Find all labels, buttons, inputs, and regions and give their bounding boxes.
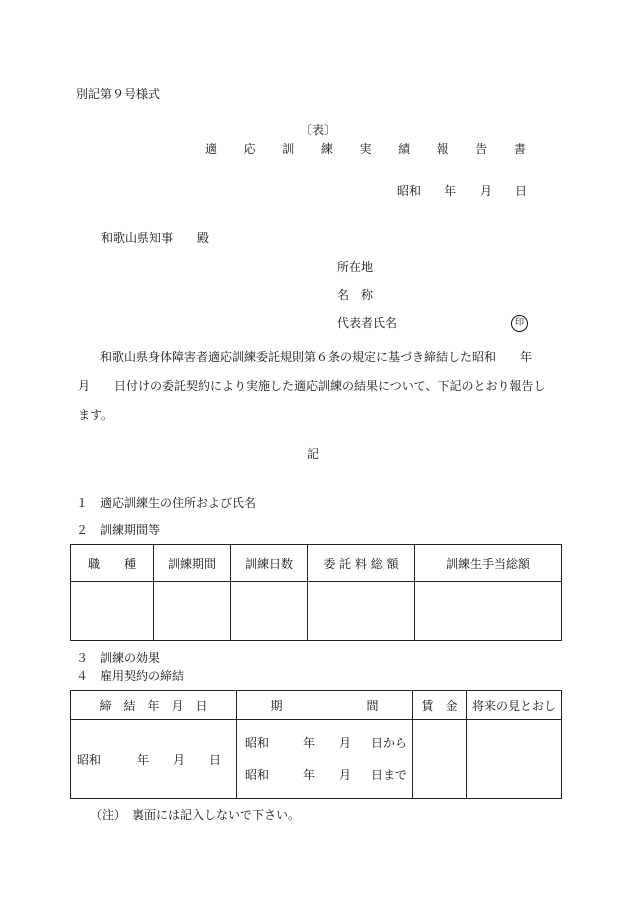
ki-heading: 記: [307, 447, 320, 461]
header-job-type: 職 種: [71, 545, 154, 582]
conclusion-year: 年: [137, 752, 150, 767]
period-from: 昭和 年 月 日から: [245, 736, 408, 750]
form-number: 別記第９号様式: [76, 87, 161, 101]
side-label: 〔表〕: [300, 123, 337, 137]
note: （注） 裏面には記入しないで下さい。: [90, 808, 301, 822]
document-title: 適 応 訓 練 実 績 報 告 書: [205, 142, 538, 156]
header-training-days: 訓練日数: [231, 545, 308, 582]
sender-representative: 代表者氏名: [337, 316, 398, 330]
body-paragraph: 和歌山県身体障害者適応訓練委託規則第６条の規定に基づき締結した昭和 年 月 日付けの委託契約により実施した適応訓練の結果について、下記のとおり報告します。: [78, 350, 546, 422]
item-1: １ 適応訓練生の住所および氏名: [76, 496, 257, 510]
header-training-period: 訓練期間: [154, 545, 231, 582]
employment-contract-table: [70, 690, 562, 799]
date-month: 月: [480, 184, 493, 198]
header-period: 期 間: [237, 691, 413, 720]
cell-period[interactable]: [237, 720, 413, 799]
conclusion-day: 日: [209, 752, 222, 767]
cell-commission-total[interactable]: [308, 582, 415, 641]
item-2: ２ 訓練期間等: [76, 523, 161, 537]
cell-training-period[interactable]: [154, 582, 231, 641]
date-day: 日: [515, 184, 528, 198]
header-conclusion-date: 締 結 年 月 日: [71, 691, 237, 720]
header-commission-total: 委 託 料 総 額: [308, 545, 415, 582]
date-year: 年: [444, 184, 457, 198]
cell-conclusion-date[interactable]: [71, 720, 237, 799]
sender-name: 名 称: [337, 288, 374, 302]
header-wage: 賃 金: [413, 691, 467, 720]
sender-location: 所在地: [337, 260, 374, 274]
training-period-table: [70, 544, 562, 641]
header-trainee-allowance-total: 訓練生手当総額: [415, 545, 562, 582]
date-era: 昭和: [397, 184, 422, 198]
cell-trainee-allowance-total[interactable]: [415, 582, 562, 641]
item-3: ３ 訓練の効果: [76, 651, 161, 665]
cell-job-type[interactable]: [71, 582, 154, 641]
addressee: 和歌山県知事 殿: [101, 231, 210, 245]
period-to: 昭和 年 月 日まで: [245, 768, 408, 782]
seal-mark: 印: [511, 315, 528, 332]
conclusion-month: 月: [173, 752, 186, 767]
conclusion-era: 昭和: [77, 752, 102, 767]
cell-wage[interactable]: [413, 720, 467, 799]
cell-training-days[interactable]: [231, 582, 308, 641]
header-future-outlook: 将来の見とおし: [467, 691, 562, 720]
cell-future-outlook[interactable]: [467, 720, 562, 799]
item-4: ４ 雇用契約の締結: [76, 669, 185, 683]
